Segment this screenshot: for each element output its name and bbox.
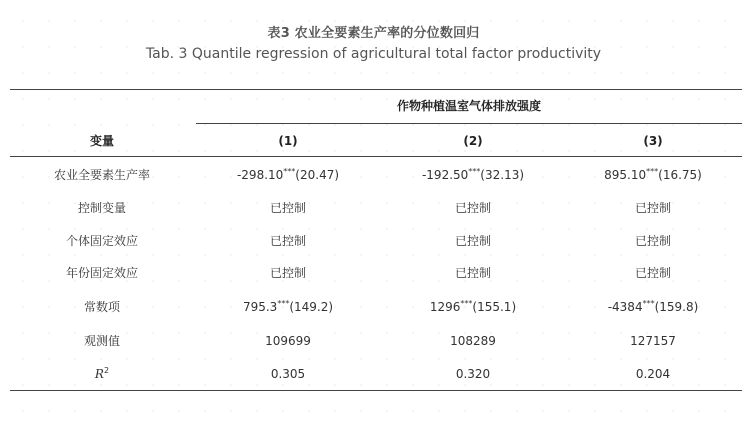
table-cell: -4384***(159.8): [607, 299, 699, 314]
table-cell: 795.3***(149.2): [242, 299, 334, 314]
table-cell: 127157: [630, 334, 676, 348]
group-rule: [196, 123, 742, 124]
row-label: 常数项: [83, 300, 120, 314]
table-cell: 已控制: [634, 266, 671, 280]
table-cell: 0.305: [270, 367, 306, 381]
variable-header: 变量: [89, 134, 114, 148]
bottom-rule: [10, 390, 742, 391]
table-cell: 0.204: [635, 367, 671, 381]
table-cell: 已控制: [269, 201, 306, 215]
row-label: $R^2$: [94, 366, 110, 381]
column-header-1: (1): [278, 134, 298, 148]
table-cell: 已控制: [634, 201, 671, 215]
table-cell: 已控制: [269, 234, 306, 248]
table-cell: 108289: [450, 334, 496, 348]
column-header-3: (3): [643, 134, 663, 148]
header-rule: [10, 156, 742, 157]
row-label: 农业全要素生产率: [53, 168, 150, 182]
group-header: 作物种植温室气体排放强度: [396, 99, 541, 113]
table-cell: -192.50***(32.13): [421, 167, 525, 182]
row-label: 观测值: [83, 334, 120, 348]
table-cell: 109699: [265, 334, 311, 348]
table-cell: 已控制: [269, 266, 306, 280]
table-cell: 已控制: [454, 201, 491, 215]
table-cell: 0.320: [455, 367, 491, 381]
top-rule: [10, 89, 742, 90]
row-label: 控制变量: [77, 201, 126, 215]
row-label: 年份固定效应: [65, 266, 138, 280]
table-title-cn: 表3 农业全要素生产率的分位数回归: [267, 26, 480, 41]
table-cell: -298.10***(20.47): [236, 167, 340, 182]
table-cell: 已控制: [454, 234, 491, 248]
table-cell: 1296***(155.1): [429, 299, 517, 314]
table-cell: 已控制: [454, 266, 491, 280]
column-header-2: (2): [463, 134, 483, 148]
table-cell: 895.10***(16.75): [604, 167, 702, 182]
table-cell: 已控制: [634, 234, 671, 248]
table-title-en: Tab. 3 Quantile regression of agricultural total factor productivity: [145, 46, 602, 62]
row-label: 个体固定效应: [65, 234, 138, 248]
